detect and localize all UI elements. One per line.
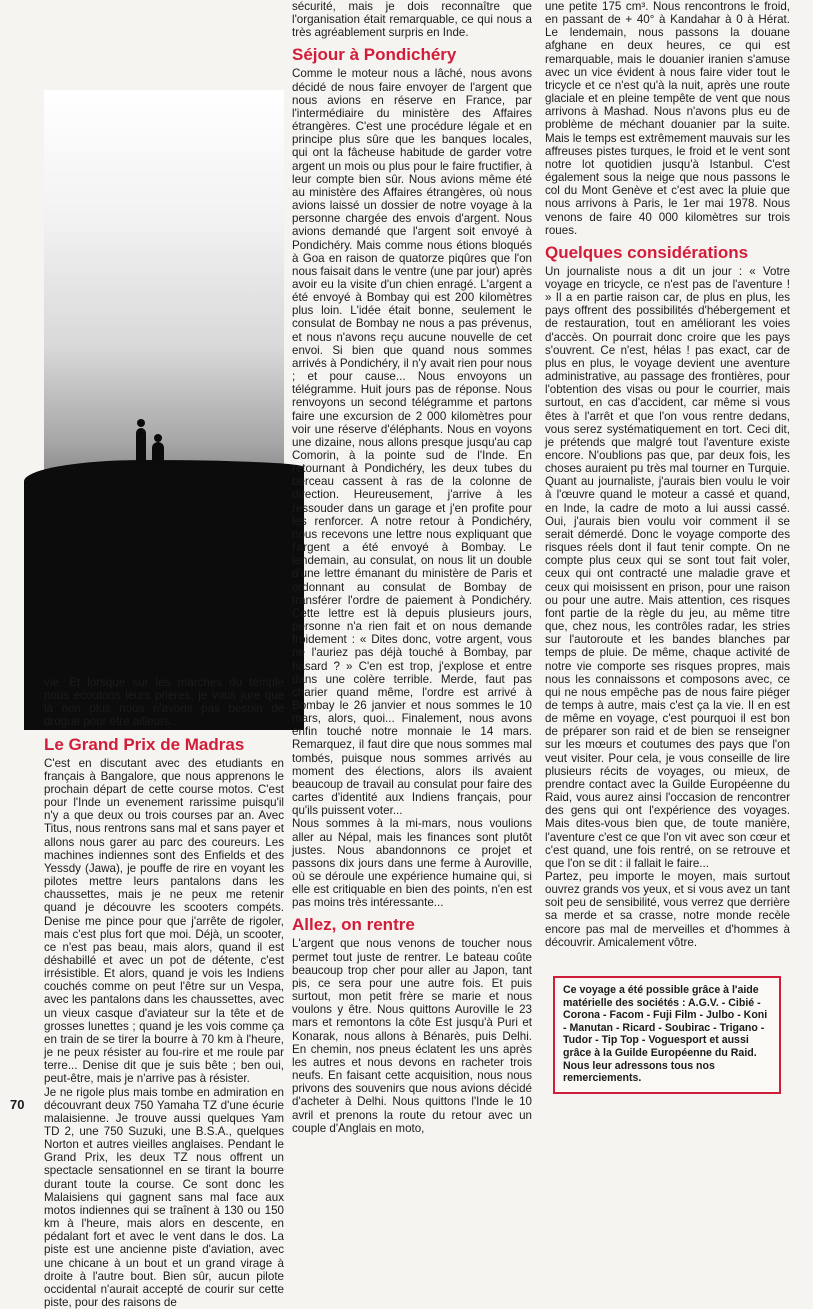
section-title-considerations: Quelques considérations [545, 242, 749, 262]
section-text-considerations-2: Partez, peu importe le moyen, mais surtout ouvrez grands vos yeux, et si vous avez un tant soit peu de sensibilité, vous verrez que derrière sa merde et sa crasse, notre monde recèle encore pas mal de merveilles et d'hommes à découvrir. Amicalement vôtre. [545, 870, 790, 949]
page-number: 70 [10, 1097, 25, 1112]
section-title-pondichery: Séjour à Pondichéry [292, 45, 457, 65]
section-text-pondichery: Comme le moteur nous a lâché, nous avons décidé de nous faire envoyer de l'argent que nous avions en réserve en France, par l'intermédiaire du ministère des Affaires étrangères. C'est une procédure légale et en principe plus sûre que les banques locales, qui ont la fâcheuse habitude de garder votre argent un mois ou plus pour le faire fructifier, à leur compte bien sûr. Nous avions même été au ministère des Affaires étrangères, où nous avions laissé un dossier de notre voyage à la personne chargée des envois d'argent. Nous avions demandé que l'argent soit envoyé à Pondichéry. Mais comme nous étions bloqués à Goa en raison de quatorze piqûres que l'on nous faisait dans le ventre (une par jour) après avoir eu la visite d'un chien enragé. L'argent a été envoyé à Bombay qui est 200 kilomètres plus loin. L'idée était bonne, seulement le consulat de Bombay ne nous a pas prévenus, et nous n'avons reçu aucune nouvelle de cet envoi. Si bien que quand nous sommes arrivés à Pondichéry, il n'y avait rien pour nous ; et pour cause... Nous envoyons un télégramme. Huit jours pas de réponse. Nous renvoyons un second télégramme et partons faire une excursion de 2 000 kilomètres pour voir une réserve d'éléphants. Nous en voyons une dizaine, nous allons presque jusqu'au cap Comorin, à la pointe sud de l'Inde. En retournant à Pondichéry, les deux tubes du berceau cassent à ras de la colonne de direction. Heureusement, j'arrive à les ressouder dans un garage et j'en profite pour les renforcer. A notre retour à Pondichéry, nous recevons une lettre nous expliquant que l'argent a été envoyé à Bombay. Le lendemain, au consulat, on nous lit un double d'une lettre émanant du ministère de Paris et ordonnant au consulat de Bombay de transférer l'ordre de paiement à Pondichéry. Cette lettre est là depuis plusieurs jours, personne n'a rien fait et on nous demande froidement : « Dites donc, votre argent, vous ne l'auriez pas déjà touché à Bombay, par hasard ? » C'en est trop, j'explose et entre dans une colère terrible. Merde, faut pas charier quand même, l'ordre est arrivé à Bombay le 26 janvier et nous sommes le 10 mars, alors, quoi... Finalement, nous avons enfin touché notre monnaie le 14 mars. Remarquez, il faut dire que nous sommes mal tombés, puisque nous sommes arrivés au moment des élections, alors ils avaient beaucoup de travail au consulat pour faire des cartes d'identité aux Indiens français, pour qu'ils puissent voter... [292, 67, 532, 818]
col2-intro: sécurité, mais je dois reconnaître que l'organisation était remarquable, ce qui nous a très agréablement surpris en Inde. [292, 0, 532, 40]
section-text-considerations: Un journaliste nous a dit un jour : « Votre voyage en tricycle, ce n'est pas de l'aventure ! » Il a en partie raison car, de plus en plus, les pays offrent des possibilités d'hébergement et de restauration, tout en améliorant les voies d'accès. On pourrait donc croire que les pays s'ouvrent. Ce n'est, hélas ! pas exact, car de plus en plus, le voyage devient une aventure administrative, au passage des frontières, pour l'obtention des visas ou pour le courrier, mais surtout, en cas d'accident, car même si vous êtes à l'arrêt et que l'on vous rentre dedans, vous serez systématiquement en tort. Ceci dit, je prétends que malgré tout l'aventure existe encore. N'oublions pas que, par deux fois, les choses auraient pu très mal tourner en Turquie. Quant au journaliste, j'aurais bien voulu le voir à l'œuvre quand le moteur a cassé et quand, en Inde, la cadre de moto a lui aussi cassé. Oui, j'aurais bien voulu voir comment il se serait démerdé. Donc le voyage comporte des risques réels dont il faut tenir compte. On ne compte plus ceux qui se sont tout fait voler, ceux qui ont contracté une maladie grave et ceux qui moisissent en prison, pour une raison ou pour une autre. Mais attention, ces risques font partie de la règle du jeu, au même titre que, chez nous, les contrôles radar, les stries sur l'autoroute et les bandes blanches par temps de pluie. De même, chaque activité de notre vie comporte ses risques propres, mais nous les connaissons et composons avec, ce qui ne nous empêche pas de nous faire piéger de temps à autre, mais c'est ça la vie. Il en est de même en voyage, c'est pourquoi il est bon de préparer son raid et de bien se renseigner sur les mœurs et coutumes des pays que l'on veut visiter. Pour cela, je vous conseille de lire plusieurs récits de voyages, ou mieux, de prendre contact avec la Guilde Européenne du Raid, vous aurez ainsi l'occasion de rencontrer des gens qui ont l'expérience des voyages. Mais dites-vous bien que, de toute manière, l'aventure c'est ce que l'on vit avec son cœur et c'est quand, une fois rentré, on se retrouve et que l'on se dit : il fallait le faire... [545, 264, 790, 870]
column-3 [545, 0, 790, 1132]
sponsor-text: Ce voyage a été possible grâce à l'aide matérielle des sociétés : A.G.V. - Cibié - Corona - Facom - Fuji Film - Julbo - Koni - Manutan - Ricard - Soubirac - Trigano - Tudor - Tip Top - Voguesport et aussi grâce à la Guilde Européenne du Raid. Nous leur adressons tous nos remerciements. [563, 984, 768, 1085]
section-text-grand-prix-2: Je ne rigole plus mais tombe en admiration en découvrant deux 750 Yamaha TZ d'une écurie malaisienne. Je trouve aussi quelques Yam TD 2, une 750 Suzuki, une B.S.A., quelques Norton et autres vieilles anglaises. Pendant le Grand Prix, les deux TZ nous offrent un spectacle sensationnel en se tirant la bourre durant toute la course. Ce sont donc les Malaisiens qui gagnent sans mal face aux motos indiennes qui se traînent à 130 ou 150 km à l'heure, mais alors en descente, en pédalant fort et avec le vent dans le dos. La piste est une ancienne piste d'aviation, avec une chicane à un bout et un grand virage à droite à l'autre bout. Bien sûr, aucun pilote occidental n'aurait accepté de courir sur cette piste, pour des raisons de [44, 1085, 284, 1309]
sponsor-box [553, 976, 781, 1094]
section-text-allez-on-rentre: L'argent que nous venons de toucher nous permet tout juste de rentrer. Le bateau coûte beaucoup trop cher pour aller au Japon, tant pis, ce sera pour une autre fois. Et puis surtout, mon petit frère se marie et nous voulons y être. Nous quittons Auroville le 23 mars et remontons la côte Est jusqu'à Puri et Konarak, nous allons à Bénarès, puis Delhi. En chemin, nos pneus éclatent les uns après les autres et nous devons en racheter trois neufs. En faisant cette acquisition, nous nous privons des souvenirs que nous avions décidé d'acheter à Delhi. Nous quittons l'Inde le 10 avril et prenons la route du retour avec un couple d'Anglais en moto, [292, 937, 532, 1135]
col1-intro: vie. Et lorsque sur les marches du temple nous écoutons leurs prières, je vous jure que là non plus nous n'avons pas besoin de drogue pour être ailleurs... [44, 676, 284, 729]
section-title-allez-on-rentre: Allez, on rentre [292, 915, 415, 935]
section-text-pondichery-2: Nous sommes à la mi-mars, nous voulions aller au Népal, mais les finances sont plutôt justes. Nous abandonnons ce projet et passons dix jours dans une ferme à Auroville, où se déroule une expérience humaine qui, si elle est critiquable en bien des points, n'en est pas moins très intéressante... [292, 817, 532, 910]
section-title-grand-prix: Le Grand Prix de Madras [44, 734, 245, 754]
col3-intro: une petite 175 cm³. Nous rencontrons le froid, en passant de + 40° à Kandahar à 0 à Hérat. Le lendemain, nous passons la douane afghane en deux heures, ce qui est remarquable, mais le douanier iranien s'amuse avec un vice évident à nous faire vider tout le tricycle et ce n'est qu'à la nuit, après une route glaciale et en pleine tempête de vent que nous arrivons à Mashad. Nous n'avons plus eu de problème de méchant douanier par la suite. Mais le temps est extrêmement mauvais sur les affreuses pistes turques, le froid et le vent sont notre lot quotidien jusqu'à Istanbul. C'est également sous la neige que nous passons le col du Mont Genève et c'est avec la pluie que nous arrivons à Paris, le 1er mai 1978. Nous venons de faire 40 000 kilomètres sur trois roues. [545, 0, 790, 237]
column-2 [292, 0, 532, 1135]
section-text-grand-prix: C'est en discutant avec des etudiants en français à Bangalore, que nous apprenons le prochain départ de cette course motos. C'est pour l'Inde un evenement rarissime puisqu'il n'y a que deux ou trois courses par an. Avec Titus, nous rentrons sans mal et sans payer et allons nous garer au parc des coureurs. Les machines indiennes sont des Enfields et des Yessdy (Jawa), je pouffe de rire en voyant les pilotes mettre leurs pantalons dans les chaussettes, mais je ne peux me retenir quand je découvre les scooters compéts. Denise me pince pour que j'arrête de rigoler, mais c'est plus fort que moi. Déjà, un scooter, ce n'est pas beau, mais alors, quand il est déshabillé et avec un pot de détente, c'est irrésistible. Et alors, quand je vois les Indiens couchés comme on peut l'être sur un Vespa, avec les pantalons dans les chaussettes, avec un vieux casque d'aviateur sur la tête et de grosses lunettes ; quand je les vois comme ça en train de se tirer la bourre à 70 km à l'heure, je ne peux résister au fou-rire et me roule par terre... Denise dit que je suis bête ; ben oui, peut-être, mais je n'arrive pas à résister. [44, 756, 284, 1086]
column-1 [44, 90, 284, 1309]
